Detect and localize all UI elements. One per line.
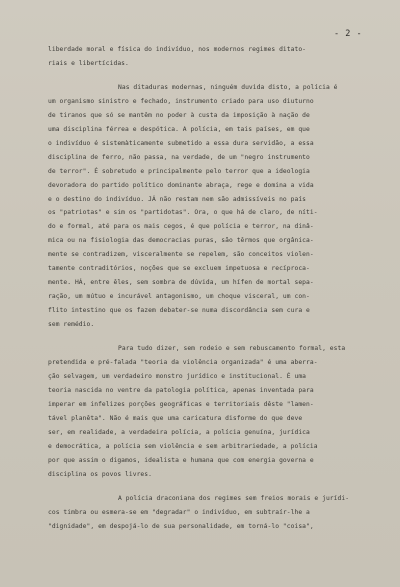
text-line: ser, em realidade, a verdadeira polícia, a polícia genuína, jurídica [48, 428, 310, 436]
text-line: por que assim o digamos, idealista e humana que com energia governa e [48, 456, 314, 464]
text-line: liberdade moral e física do indivíduo, nos modernos regimes ditato- [48, 46, 307, 53]
text-line: teoria nascida no ventre da patologia política, apenas inventada para [48, 386, 314, 394]
paragraph [48, 43, 390, 71]
text-line: os "patriotas" e sim os "partidotas". Ora, o que há de claro, de níti- [48, 209, 318, 217]
text-line: ração, um mútuo e incurável antagonismo, um choque visceral, um con- [48, 293, 310, 301]
text-line: flito intestino que os fazem debater-se numa discordância sem cura e [48, 307, 310, 315]
text-line: e o destino do indivíduo. JÁ não restam nem são admissíveis no país [48, 195, 307, 203]
body-text [48, 43, 390, 533]
text-line: uma disciplina férrea e despótica. A polícia, em tais países, em que [48, 125, 310, 133]
text-line: disciplina os povos livres. [48, 470, 152, 478]
text-line: mente se contradizem, visceralmente se repelem, são conceitos violen- [48, 251, 314, 259]
text-line: o indivíduo é sistemàticamente submetido a essa dura servidão, a essa [48, 139, 314, 147]
text-line: devoradora do partido político dominante abraça, rege e domina a vida [48, 181, 314, 189]
text-line: sem remédio. [48, 321, 95, 329]
text-line: cos timbra ou esmera-se em "degradar" o indivíduo, em subtraír-lhe a [48, 508, 310, 516]
text-line: "dignidade", em despojá-lo de sua personalidade, em torná-lo "coisa", [48, 522, 314, 530]
text-line: disciplina de ferro, não passa, na verdade, de um "negro instrumento [48, 153, 310, 161]
text-line: tável planêta". Não é mais que uma caricatura disforme do que deve [48, 414, 303, 422]
text-line: mica ou na fisiologia das democracias puras, são têrmos que orgânica- [48, 237, 314, 245]
page-number: - 2 - [334, 29, 363, 39]
text-line: de tiranos que só se mantêm no poder à custa da imposição à nação de [48, 111, 310, 119]
text-line: imperar em infelizes porções geográficas e territoriais dêste "lamen- [48, 400, 314, 408]
text-line: mente. HÁ, entre êles, sem sombra de dúvida, um hífen de mortal sepa- [48, 279, 314, 287]
text-line: Nas ditaduras modernas, ninguém duvida disto, a polícia é [118, 83, 338, 91]
text-line: A polícia draconiana dos regimes sem freios morais e jurídi- [118, 494, 350, 502]
text-line: pretendida e pré-falada "teoria da violência organizada" é uma aberra- [48, 359, 318, 367]
text-line: de terror". É sobretudo e principalmente pelo terror que a ideologia [48, 167, 310, 175]
paragraph [48, 81, 390, 332]
text-line: um organismo sinistro e fechado, instrumento criado para uso diuturno [48, 97, 314, 105]
text-line: ção selvagem, um verdadeiro monstro jurídico e institucional. É uma [48, 372, 307, 380]
paragraph [48, 342, 390, 482]
text-line: Para tudo dizer, sem rodeio e sem rebuscamento formal, esta [118, 345, 346, 353]
text-line: do e formal, até para os mais cegos, é que polícia e terror, na dinâ- [48, 223, 314, 231]
paragraph [48, 492, 390, 534]
text-line: e democrática, a polícia sem violência e sem arbitrariedade, a polícia [48, 442, 318, 450]
text-line: riais e libertícidas. [48, 59, 129, 67]
text-line: tamente contraditórios, noções que se excluem impetuosa e recíproca- [48, 265, 310, 273]
